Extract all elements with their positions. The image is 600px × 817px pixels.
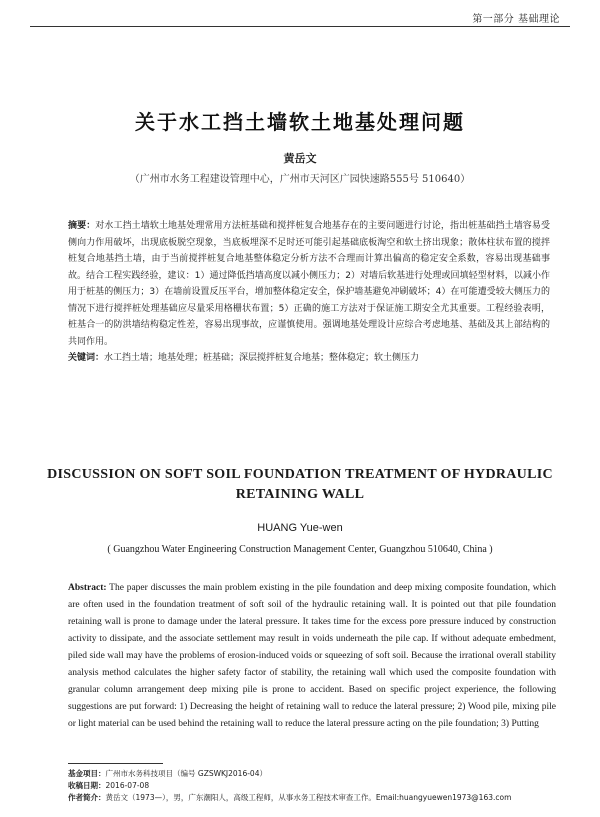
chinese-author: 黄岳文 <box>283 152 317 165</box>
english-abstract-text: The paper discusses the main problem existing in the pile foundation and deep mixing composite foundation, which are often used in the foundation treatment of soft soil of the hydraulic retaining wall. It is pointed out that pile foundation retaining wall is prone to damage under the lateral pressure. It takes time for the excess pore pressure induced by construction activity to dissipate, and the associate settlement may result in voids underneath the pile cap. If without adequate embedment, piled side wall may have the problems of erosion-induced voids or squeezing of soft soil. Because the irrational overall stability analysis method calculates the higher safety factor of stability, the retaining wall which used the composite foundation with granular column arrangement deep mixing pile is prone to accident. Based on specific project experience, the following suggestions are put forward: 1) Decreasing the height of retaining wall to reduce the lateral pressure; 2) Wood pile, mixing pile or light material can be used behind the retaining wall to reduce the lateral pressure acting on the pile foundation; 3) Putting <box>68 583 556 729</box>
chinese-abstract <box>68 218 550 350</box>
chinese-abstract-text: 对水工挡土墙软土地基处理常用方法桩基础和搅拌桩复合地基存在的主要问题进行讨论，指出桩基础挡土墙容易受侧向力作用破坏，出现底板脱空现象，当底板埋深不足时还可能引起基础底板淘空和软土挤出现象；散体柱状布置的搅拌桩复合地基挡土墙，由于当前搅拌桩复合地基整体稳定分析方法不合理而计算出偏高的稳定安全系数，容易出现基础事故。结合工程实践经验，建议：1）通过降低挡墙高度以减小侧压力；2）对墙后软基进行处理或回填轻型材料，以减小作用于桩基的侧压力；3）在墙前设置反压平台，增加整体稳定安全，保护墙基避免冲刷破坏；4）在可能遭受较大侧压力的情况下进行搅拌桩处理基础应尽量采用格栅状布置；5）正确的施工方法对于保证施工期安全尤其重要。工程经验表明，桩基合一的防洪墙结构稳定性差，容易出现事故，应谨慎使用。强调地基处理设计应综合考虑地基、基础及其上部结构的共同作用。 <box>68 221 550 347</box>
english-abstract <box>68 580 556 733</box>
chinese-keywords-text: 水工挡土墙；地基处理；桩基础；深层搅拌桩复合地基；整体稳定；软土侧压力 <box>104 353 420 363</box>
english-abstract-label: Abstract: <box>68 583 107 593</box>
header-divider <box>30 26 570 27</box>
chinese-affiliation: （广州市水务工程建设管理中心，广州市天河区广园快速路555号 510640） <box>129 174 471 185</box>
page-header <box>0 0 600 30</box>
english-title: DISCUSSION ON SOFT SOIL FOUNDATION TREATMENT OF HYDRAULIC RETAINING WALL <box>47 467 553 502</box>
footnote-author-bio: 作者简介：黄岳文（1973—），男，广东潮阳人，高级工程师，从事水务工程技术审查工作。Email:huangyuewen1973@163.com <box>68 793 512 802</box>
footnote-received-date: 收稿日期：2016-07-08 <box>68 781 150 790</box>
chinese-title: 关于水工挡土墙软土地基处理问题 <box>135 110 465 134</box>
english-author: HUANG Yue-wen <box>257 522 343 534</box>
chinese-keywords-label: 关键词： <box>68 353 105 363</box>
footnotes <box>68 768 558 804</box>
section-label: 第一部分 基础理论 <box>472 14 560 25</box>
footnote-divider <box>68 763 163 764</box>
footnote-funding: 基金项目：广州市水务科技项目（编号 GZSWKJ2016-04） <box>68 769 267 778</box>
english-affiliation: ( Guangzhou Water Engineering Construction Management Center, Guangzhou 510640, China ) <box>107 544 493 555</box>
chinese-abstract-label: 摘要： <box>68 221 96 231</box>
chinese-keywords <box>68 350 550 366</box>
